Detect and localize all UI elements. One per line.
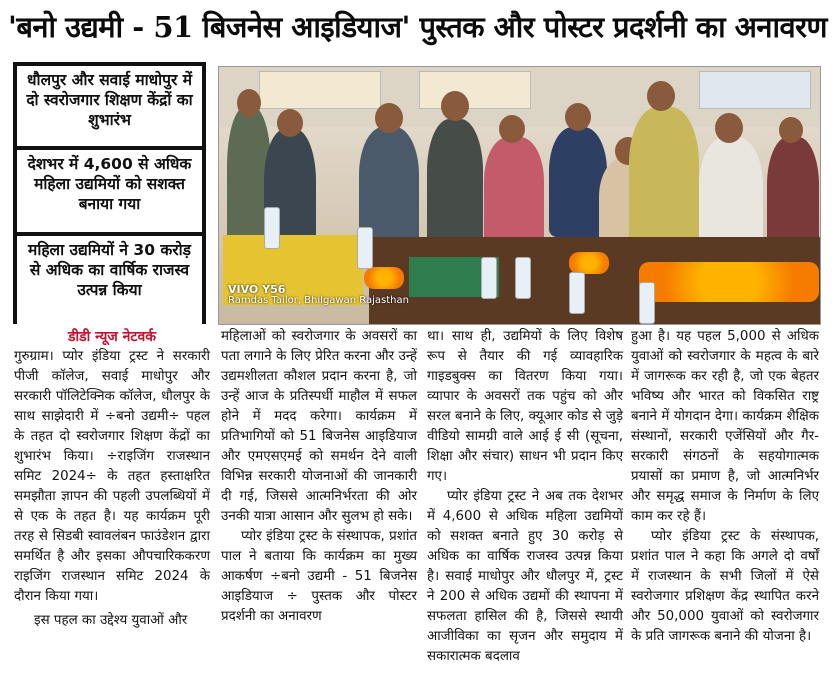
- photo-person-head: [715, 113, 743, 143]
- article-column-4: [631, 327, 819, 647]
- highlights-box: [13, 62, 206, 324]
- article-paragraph: हुआ है। यह पहल 5,000 से अधिक युवाओं को स्वरोजगार के महत्व के बारे में जागरूक कर रही है, जो एक बेहतर भविष्य और भारत को विकसित राष्ट्र बनाने में योगदान देगा। कार्यक्रम शैक्षिक संस्थानों, सरकारी एजेंसियों और गैर-सरकारी संगठनों के सहयोगात्मक प्रयासों का प्रमाण है, जो आत्मनिर्भर और समृद्ध समाज के निर्माण के लिए काम कर रहे हैं।: [631, 329, 819, 524]
- event-photo: [218, 66, 821, 325]
- photo-person-head: [499, 115, 525, 143]
- article-paragraph: महिलाओं को स्वरोजगार के अवसरों का पता लगाने के लिए प्रेरित करना और उन्हें उद्यमशीलता कौशल प्रदान करना है, जो उन्हें आज के प्रतिस्पर्धी माहौल में सफल होने में मदद करेगा। कार्यक्रम में प्रतिभागियों को 51 बिजनेस आइडियाज और एमएसएमई को समर्थन देने वाली विभिन्न सरकारी योजनाओं की जानकारी दी गई, जिससे आत्मनिर्भरता की ओर उनकी यात्रा आसान और सुलभ हो सके।: [221, 329, 417, 524]
- article-paragraph: प्योर इंडिया ट्रस्ट के संस्थापक, प्रशांत पाल ने कहा कि अगले दो वर्षों में राजस्थान के सभी जिलों में ऐसे स्वरोजगार प्रशिक्षण केंद्र स्थापित करने और 50,000 युवाओं को स्वरोजगार के प्रति जागरूक बनाने की योजना है।: [631, 529, 819, 644]
- article-paragraph: प्योर इंडिया ट्रस्ट ने अब तक देशभर में 4,600 से अधिक महिला उद्यमियों को सशक्त बनाते हुए 30 करोड़ से अधिक का वार्षिक राजस्व उत्पन्न किया है। सवाई माधोपुर और धौलपुर में, ट्रस्ट ने 200 से अधिक उद्यमों की स्थापना में सफलता हासिल की है, जिससे स्थायी आजीविका का सृजन और समुदाय में सकारात्मक बदलाव: [427, 489, 623, 664]
- photo-flowers: [569, 252, 609, 274]
- article-column-1: [14, 327, 210, 631]
- photo-person-head: [375, 103, 403, 133]
- photo-watermark-caption: Ramdas Tailor, Bhilgawan Rajasthan: [228, 295, 409, 306]
- photo-banner-right: [699, 71, 811, 109]
- photo-banner-center: [419, 71, 531, 109]
- article-paragraph: था। साथ ही, उद्यमियों के लिए विशेष रूप से तैयार की गई व्यावहारिक गाइडबुक्स का वितरण किया गया। व्यापार के अवसरों तक पहुंच को और सरल बनाने के लिए, क्यूआर कोड से जुड़े वीडियो सामग्री वाले आई ई सी (सूचना, शिक्षा और संचार) साधन भी प्रदान किए गए।: [427, 329, 623, 484]
- article-column-2: [221, 327, 417, 627]
- photo-person-head: [779, 117, 803, 143]
- photo-person-head: [441, 91, 469, 121]
- article-column-3: [427, 327, 623, 667]
- photo-bottle: [481, 257, 497, 299]
- highlight-1: धौलपुर और सवाई माधोपुर में दो स्वरोजगार शिक्षण केंद्रों का शुभारंभ: [17, 66, 202, 146]
- photo-watermark-brand: VIVO Y56: [228, 283, 286, 296]
- photo-bottle: [515, 257, 531, 299]
- photo-person-head: [565, 103, 591, 131]
- highlight-2: देशभर में 4,600 से अधिक महिला उद्यमियों को सशक्त बनाया गया: [17, 150, 202, 232]
- photo-bottle: [357, 227, 373, 269]
- highlight-3: महिला उद्यमियों ने 30 करोड़ से अधिक का वार्षिक राजस्व उत्पन्न किया: [17, 236, 202, 332]
- photo-bottle: [264, 207, 280, 249]
- photo-person: [484, 137, 544, 247]
- photo-banner-left: [259, 71, 381, 109]
- byline: डीडी न्यूज नेटवर्क: [68, 329, 156, 345]
- photo-person-head: [237, 89, 261, 117]
- photo-bottle: [639, 282, 655, 324]
- article-paragraph: प्योर इंडिया ट्रस्ट के संस्थापक, प्रशांत पाल ने बताया कि कार्यक्रम का मुख्य आकर्षण ÷बनो उद्यमी - 51 बिजनेस आइडियाज ÷ पुस्तक और पोस्टर प्रदर्शनी का अनावरण: [221, 529, 417, 624]
- photo-person: [629, 107, 699, 247]
- article-paragraph: इस पहल का उद्देश्य युवाओं और: [34, 613, 188, 628]
- photo-person-head: [647, 81, 675, 111]
- photo-flowers: [639, 262, 819, 302]
- photo-person: [427, 119, 483, 249]
- photo-person-head: [277, 109, 303, 137]
- photo-watermark: [228, 284, 409, 306]
- headline: 'बनो उद्यमी - 51 बिजनेस आइडियाज' पुस्तक और पोस्टर प्रदर्शनी का अनावरण: [8, 10, 827, 44]
- photo-bottle: [569, 272, 585, 314]
- article-paragraph: गुरुग्राम। प्योर इंडिया ट्रस्ट ने सरकारी पीजी कॉलेज, सवाई माधोपुर और सरकारी पॉलिटेक्निक कॉलेज, धौलपुर के साथ साझेदारी में ÷बनो उद्यमी÷ पहल के तहत दो स्वरोजगार शिक्षण केंद्रों का शुभारंभ किया। ÷राइजिंग राजस्थान समिट 2024÷ के तहत हस्ताक्षरित समझौता ज्ञापन की पहली उपलब्धियों में से एक के तहत है। यह कार्यक्रम पूरी तरह से सिडबी स्वावलंबन फाउंडेशन द्वारा समर्थित है और इसका औपचारिककरण राइजिंग राजस्थान समिट 2024 के दौरान किया गया।: [14, 349, 210, 604]
